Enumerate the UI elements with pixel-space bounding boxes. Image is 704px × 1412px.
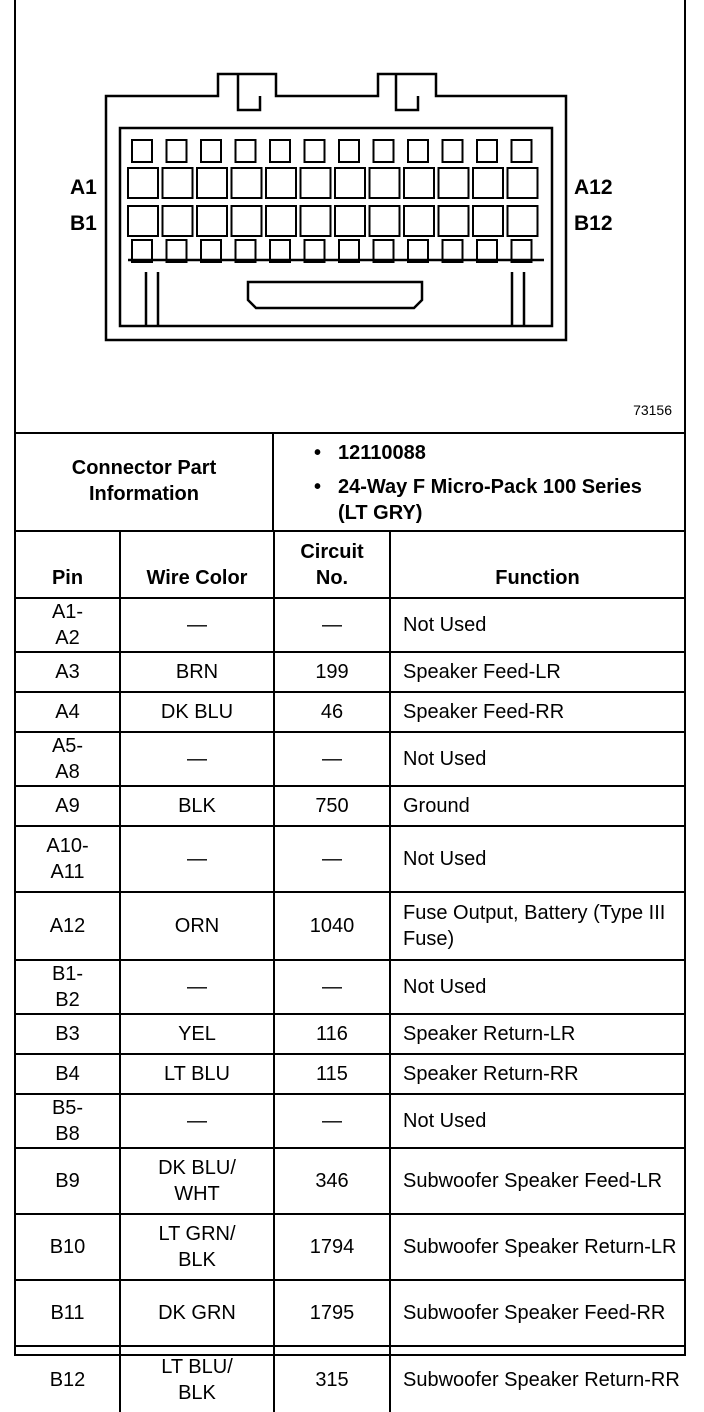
cell-wire-color: DK BLU/ WHT xyxy=(120,1148,274,1214)
cell-circuit-no: 46 xyxy=(274,692,390,732)
cell-wire-color: — xyxy=(120,960,274,1014)
connector-info-heading: Connector Part Information xyxy=(71,457,217,505)
cell-function: Not Used xyxy=(390,960,684,1014)
cell-function: Subwoofer Speaker Feed-LR xyxy=(390,1148,684,1214)
cell-wire-color: — xyxy=(120,826,274,892)
cell-wire-color: YEL xyxy=(120,1014,274,1054)
connector-info-list xyxy=(274,432,684,530)
cell-pin: A4 xyxy=(16,692,120,732)
part-number: 12110088 xyxy=(338,442,426,464)
cell-circuit-no: 1794 xyxy=(274,1214,390,1280)
cell-circuit-no: 346 xyxy=(274,1148,390,1214)
cell-pin: B11 xyxy=(16,1280,120,1346)
table-row xyxy=(16,598,684,652)
cell-wire-color: — xyxy=(120,598,274,652)
cell-pin: B3 xyxy=(16,1014,120,1054)
table-row xyxy=(16,732,684,786)
table-row xyxy=(16,1054,684,1094)
header-circuit-no: Circuit No. xyxy=(274,530,390,598)
cell-wire-color: BLK xyxy=(120,786,274,826)
cell-function: Subwoofer Speaker Feed-RR xyxy=(390,1280,684,1346)
cell-pin: A1-A2 xyxy=(16,598,120,652)
cell-circuit-no: 750 xyxy=(274,786,390,826)
pin-label-a12: A12 xyxy=(574,176,613,199)
cell-function: Subwoofer Speaker Return-LR xyxy=(390,1214,684,1280)
cell-circuit-no: 1795 xyxy=(274,1280,390,1346)
cell-wire-color: DK GRN xyxy=(120,1280,274,1346)
table-row xyxy=(16,826,684,892)
cell-function: Not Used xyxy=(390,1094,684,1148)
cell-function: Speaker Return-LR xyxy=(390,1014,684,1054)
cell-function: Not Used xyxy=(390,826,684,892)
header-pin: Pin xyxy=(16,530,120,598)
cell-pin: B1-B2 xyxy=(16,960,120,1014)
cell-pin: A10-A11 xyxy=(16,826,120,892)
cell-pin: A3 xyxy=(16,652,120,692)
cell-wire-color: LT GRN/ BLK xyxy=(120,1214,274,1280)
cell-function: Speaker Feed-LR xyxy=(390,652,684,692)
cell-pin: B5-B8 xyxy=(16,1094,120,1148)
cell-pin: A9 xyxy=(16,786,120,826)
bullet-icon: • xyxy=(314,476,322,498)
pinout-table xyxy=(16,530,684,1412)
cell-function: Speaker Return-RR xyxy=(390,1054,684,1094)
cell-function: Fuse Output, Battery (Type III Fuse) xyxy=(390,892,684,960)
cell-wire-color: — xyxy=(120,1094,274,1148)
cell-circuit-no: 315 xyxy=(274,1346,390,1412)
cell-function: Speaker Feed-RR xyxy=(390,692,684,732)
cell-circuit-no: — xyxy=(274,826,390,892)
cell-pin: B4 xyxy=(16,1054,120,1094)
cell-wire-color: ORN xyxy=(120,892,274,960)
cell-wire-color: DK BLU xyxy=(120,692,274,732)
table-row xyxy=(16,1280,684,1346)
cell-circuit-no: — xyxy=(274,732,390,786)
cell-circuit-no: — xyxy=(274,598,390,652)
cell-circuit-no: 199 xyxy=(274,652,390,692)
table-row xyxy=(16,1214,684,1280)
table-row xyxy=(16,1094,684,1148)
table-row xyxy=(16,786,684,826)
cell-pin: A12 xyxy=(16,892,120,960)
cell-circuit-no: 1040 xyxy=(274,892,390,960)
table-row xyxy=(16,1014,684,1054)
table-row xyxy=(16,892,684,960)
connector-type: 24-Way F Micro-Pack 100 Series (LT GRY) xyxy=(338,476,642,524)
cell-wire-color: BRN xyxy=(120,652,274,692)
table-row xyxy=(16,960,684,1014)
cell-pin: B9 xyxy=(16,1148,120,1214)
connector-diagram xyxy=(16,0,684,434)
cell-wire-color: — xyxy=(120,732,274,786)
cell-function: Subwoofer Speaker Return-RR xyxy=(390,1346,684,1412)
cell-function: Ground xyxy=(390,786,684,826)
pin-label-b12: B12 xyxy=(574,212,613,235)
cell-circuit-no: 115 xyxy=(274,1054,390,1094)
header-function: Function xyxy=(390,530,684,598)
figure-number: 73156 xyxy=(633,402,672,418)
table-row xyxy=(16,1346,684,1412)
header-wire-color: Wire Color xyxy=(120,530,274,598)
cell-wire-color: LT BLU/ BLK xyxy=(120,1346,274,1412)
cell-pin: B10 xyxy=(16,1214,120,1280)
cell-circuit-no: 116 xyxy=(274,1014,390,1054)
cell-pin: A5-A8 xyxy=(16,732,120,786)
bullet-icon: • xyxy=(314,442,322,464)
table-row xyxy=(16,692,684,732)
cell-function: Not Used xyxy=(390,732,684,786)
pin-label-a1: A1 xyxy=(70,176,97,199)
connector-part-info xyxy=(16,432,684,532)
cell-circuit-no: — xyxy=(274,960,390,1014)
cell-circuit-no: — xyxy=(274,1094,390,1148)
cell-function: Not Used xyxy=(390,598,684,652)
cell-pin: B12 xyxy=(16,1346,120,1412)
table-row xyxy=(16,1148,684,1214)
table-row xyxy=(16,652,684,692)
cell-wire-color: LT BLU xyxy=(120,1054,274,1094)
pin-label-b1: B1 xyxy=(70,212,97,235)
connector-sheet xyxy=(14,0,686,1404)
